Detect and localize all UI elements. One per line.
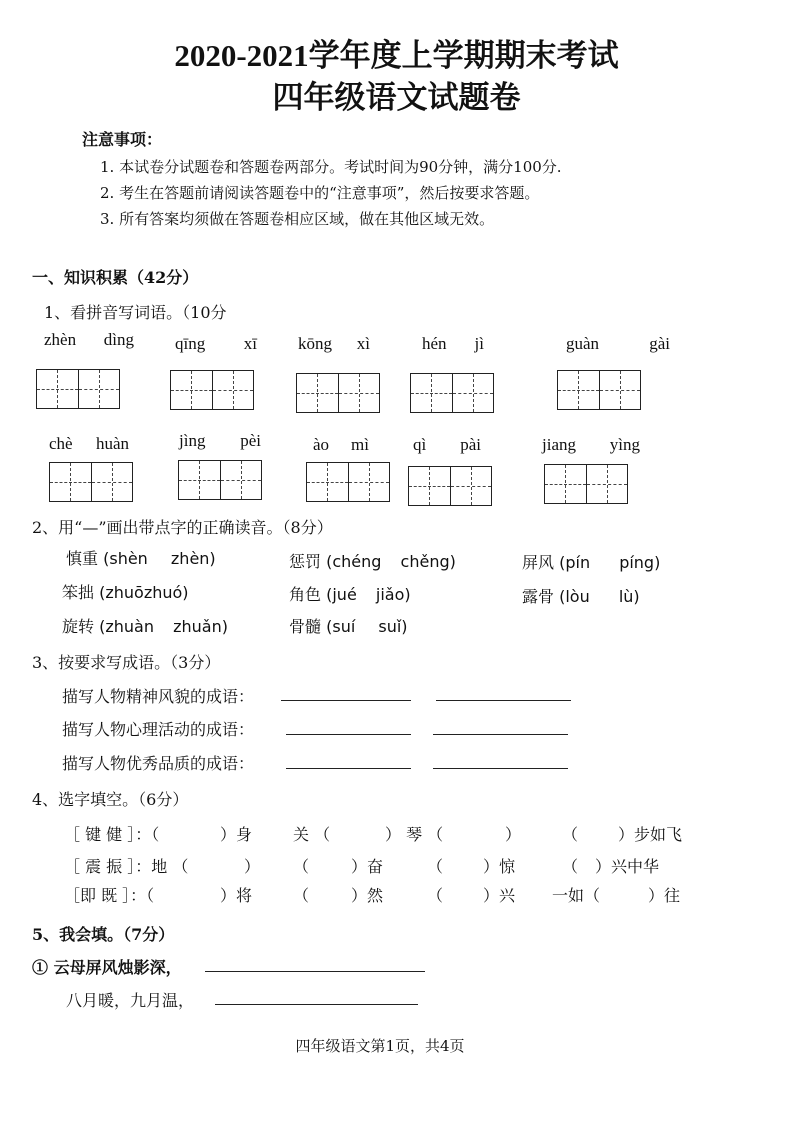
note-item-2: 2. 考生在答题前请阅读答题卷中的“注意事项”，然后按要求答题。 (100, 184, 540, 202)
q2-word: 露骨 (522, 587, 555, 606)
q4-text: （ (427, 857, 444, 876)
q3-line-label: 描写人物精神风貌的成语： (62, 687, 255, 706)
pinyin-syllable: jì (474, 334, 484, 353)
q3-prompt: 3、按要求写成语。（3分） (32, 653, 221, 672)
pinyin-pair (49, 434, 129, 454)
q4-text: ） (505, 825, 522, 844)
pinyin-syllable: qì (413, 435, 427, 454)
q4-text: ）步如飞 (618, 825, 683, 844)
pinyin-pair (313, 435, 369, 455)
answer-blank[interactable] (205, 971, 425, 972)
pronunciation-option[interactable]: (lòu (559, 587, 590, 606)
q2-item (289, 582, 411, 605)
notes-heading: 注意事项： (82, 130, 163, 149)
pinyin-syllable: guàn (566, 334, 600, 353)
pinyin-syllable: chè (49, 434, 73, 453)
pinyin-pair (175, 334, 257, 354)
q2-item (62, 614, 228, 637)
answer-blank[interactable] (433, 734, 568, 735)
pronunciation-option[interactable]: (zhuōzhuó) (99, 583, 189, 602)
q2-item (289, 549, 456, 572)
pinyin-syllable: yìng (609, 435, 640, 454)
q4-row-label: ［即 既 ］：（ (64, 886, 155, 905)
q2-prompt: 2、用“—”画出带点字的正确读音。（8分） (32, 518, 333, 537)
pinyin-syllable: hén (422, 334, 447, 353)
pinyin-syllable: jiang (542, 435, 576, 454)
q5-line-2: 八月暖，九月温， (66, 991, 195, 1010)
writing-grid[interactable] (410, 373, 494, 413)
q2-item (66, 546, 216, 569)
q2-item (522, 550, 660, 573)
note-item-1: 1. 本试卷分试题卷和答题卷两部分。考试时间为90分钟，满分100分. (100, 158, 562, 176)
writing-grid[interactable] (170, 370, 254, 410)
writing-grid[interactable] (408, 466, 492, 506)
page-footer: 四年级语文第1页，共4页 (295, 1037, 465, 1055)
pinyin-pair (422, 334, 484, 354)
q3-line-label: 描写人物心理活动的成语： (62, 720, 255, 739)
pronunciation-option[interactable]: zhèn) (170, 549, 216, 568)
q2-word: 屏风 (522, 553, 555, 572)
q4-text: （ (293, 857, 310, 876)
q2-word: 旋转 (62, 617, 95, 636)
q2-word: 笨拙 (62, 583, 95, 602)
q4-text: 一如（ (552, 886, 601, 905)
q4-text: （ (293, 886, 310, 905)
pinyin-syllable: mì (351, 435, 369, 454)
q3-line-label: 描写人物优秀品质的成语： (62, 754, 255, 773)
q5-line-1: ① 云母屏风烛影深， (32, 958, 182, 977)
writing-grid[interactable] (557, 370, 641, 410)
q4-text: ）然 (351, 886, 384, 905)
pinyin-syllable: zhèn (44, 330, 77, 349)
q4-text: ）将 (220, 886, 253, 905)
q2-word: 角色 (289, 585, 322, 604)
q4-prompt: 4、选字填空。（6分） (32, 790, 189, 809)
pronunciation-option[interactable]: lù) (618, 587, 640, 606)
q4-text: ）奋 (351, 857, 384, 876)
pronunciation-option[interactable]: (shèn (103, 549, 148, 568)
pinyin-syllable: xì (356, 334, 370, 353)
writing-grid[interactable] (544, 464, 628, 504)
q2-word: 骨髓 (289, 617, 322, 636)
q4-text: （ (562, 857, 579, 876)
q5-prompt: 5、我会填。（7分） (32, 925, 175, 944)
pronunciation-option[interactable]: (jué (326, 585, 357, 604)
q4-text: ）兴中华 (595, 857, 660, 876)
pinyin-pair (566, 334, 670, 354)
pronunciation-option[interactable]: (zhuàn (99, 617, 154, 636)
exam-title-line1: 2020-2021学年度上学期期末考试 (174, 38, 619, 73)
answer-blank[interactable] (286, 768, 411, 769)
q2-item (289, 614, 408, 637)
pronunciation-option[interactable]: chěng) (400, 552, 456, 571)
pinyin-syllable: huàn (95, 434, 129, 453)
q4-row-label: ［ 震 振 ］：地 （ (64, 857, 189, 876)
pinyin-syllable: dìng (103, 330, 134, 349)
pinyin-syllable: xī (243, 334, 257, 353)
exam-title-line2: 四年级语文试题卷 (272, 80, 521, 115)
pronunciation-option[interactable]: jiǎo) (375, 585, 411, 604)
q4-text: ）惊 (483, 857, 516, 876)
note-item-3: 3. 所有答案均须做在答题卷相应区域，做在其他区域无效。 (100, 210, 495, 228)
pinyin-syllable: ào (313, 435, 330, 454)
pronunciation-option[interactable]: (chéng (326, 552, 382, 571)
pronunciation-option[interactable]: zhuǎn) (173, 617, 228, 636)
answer-blank[interactable] (281, 700, 411, 701)
pinyin-syllable: jìng (179, 431, 206, 450)
pronunciation-option[interactable]: (suí (326, 617, 356, 636)
q2-word: 慎重 (66, 549, 99, 568)
answer-blank[interactable] (286, 734, 411, 735)
pronunciation-option[interactable]: (pín (559, 553, 591, 572)
pinyin-syllable: qīng (175, 334, 206, 353)
pinyin-syllable: kōng (298, 334, 332, 353)
q4-text: 关 （ (293, 825, 331, 844)
writing-grid[interactable] (306, 462, 390, 502)
pinyin-syllable: pèi (240, 431, 261, 450)
q4-text: ） 琴 （ (385, 825, 444, 844)
pinyin-syllable: gài (649, 334, 670, 353)
q4-text: （ (427, 886, 444, 905)
answer-blank[interactable] (436, 700, 571, 701)
writing-grid[interactable] (178, 460, 262, 500)
q4-row-label: ［ 键 健 ］：（ (64, 825, 160, 844)
q2-word: 惩罚 (289, 552, 322, 571)
pinyin-pair (542, 435, 640, 455)
q4-text: （ (562, 825, 579, 844)
q2-item (62, 580, 189, 603)
pinyin-pair (413, 435, 481, 455)
pronunciation-option[interactable]: suǐ) (378, 617, 408, 636)
answer-blank[interactable] (215, 1004, 418, 1005)
section-1-title: 一、知识积累（42分） (32, 268, 199, 287)
writing-grid[interactable] (49, 462, 133, 502)
pronunciation-option[interactable]: píng) (619, 553, 661, 572)
q2-item (522, 584, 640, 607)
writing-grid[interactable] (296, 373, 380, 413)
q4-text: ）身 (220, 825, 253, 844)
answer-blank[interactable] (433, 768, 568, 769)
pinyin-pair (44, 330, 134, 350)
q4-text: ）兴 (483, 886, 516, 905)
q1-prompt: 1、看拼音写词语。（10分 (44, 303, 227, 322)
pinyin-syllable: pài (460, 435, 481, 454)
pinyin-pair (298, 334, 370, 354)
writing-grid[interactable] (36, 369, 120, 409)
q4-text: ） (244, 857, 261, 876)
pinyin-pair (179, 431, 261, 451)
q4-text: ）往 (648, 886, 681, 905)
